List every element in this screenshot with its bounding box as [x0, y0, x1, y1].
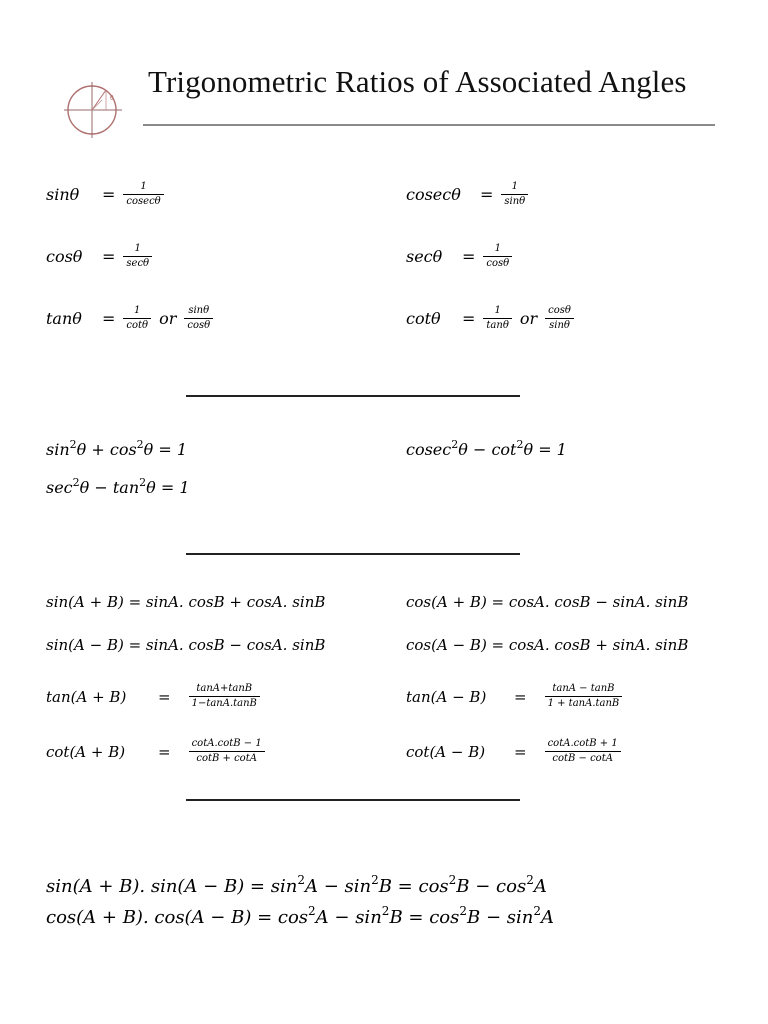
section-divider [186, 553, 520, 555]
formula-cos-difference: cos(A − B) = cosA. cosB + sinA. sinB [406, 636, 689, 654]
identity-cos-reciprocal: cosθ = $\frac{1}{\sec\theta}$ [46, 243, 154, 270]
section-divider [186, 395, 520, 397]
formula-cot-sum: cot(A + B) = $\frac{\cot A.\cot B - 1}{\cot B + \cot A}$ [46, 738, 267, 765]
identity-pythagorean-sec-tan: $\sec^2\theta - \tan^2\theta = 1$ [46, 476, 190, 497]
unit-circle-icon [60, 76, 128, 140]
page-title: Trigonometric Ratios of Associated Angles [148, 64, 687, 99]
formula-tan-difference: tan(A − B) = $\frac{\tan A - \tan B}{1 + \tan A.\tan B}$ [406, 683, 624, 710]
identity-sec-reciprocal: secθ = $\frac{1}{\cos\theta}$ [406, 243, 514, 270]
title-divider [143, 124, 715, 126]
identity-pythagorean-cosec-cot: $cosec^2\theta - \cot^2\theta = 1$ [406, 438, 567, 459]
section-divider [186, 799, 520, 801]
svg-text:θ: θ [110, 95, 114, 102]
formula-sin-difference: sin(A − B) = sinA. cosB − cosA. sinB [46, 636, 326, 654]
identity-pythagorean-sin-cos: $\sin^2\theta + \cos^2\theta = 1$ [46, 438, 188, 459]
formula-sin-product: sin(A + B). $\sin(A - B) = \sin^2A - \sin^2B = \cos^2B - \cos^2A$ [46, 873, 547, 897]
formula-tan-sum: tan(A + B) = $\frac{\tan A+\tan B}{1-\tan A.\tan B}$ [46, 683, 262, 710]
formula-cos-sum: cos(A + B) = cosA. cosB − sinA. sinB [406, 593, 689, 611]
identity-cot-reciprocal: cotθ = $\frac{1}{\tan\theta}$ or $\frac{\cos\theta}{\sin\theta}$ [406, 305, 576, 332]
identity-sin-reciprocal: sinθ = $\frac{1}{cosec\theta}$ [46, 181, 166, 208]
identity-tan-reciprocal: tanθ = $\frac{1}{\cot\theta}$ or $\frac{\sin\theta}{\cos\theta}$ [46, 305, 215, 332]
formula-cot-difference: cot(A − B) = $\frac{\cot A.\cot B + 1}{\cot B - \cot A}$ [406, 738, 623, 765]
formula-cos-product: cos(A + B). $\cos(A - B) = \cos^2A - \sin^2B = \cos^2B - \sin^2A$ [46, 904, 554, 928]
formula-sin-sum: sin(A + B) = sinA. cosB + cosA. sinB [46, 593, 326, 611]
identity-cosec-reciprocal: cosecθ = $\frac{1}{\sin\theta}$ [406, 181, 530, 208]
